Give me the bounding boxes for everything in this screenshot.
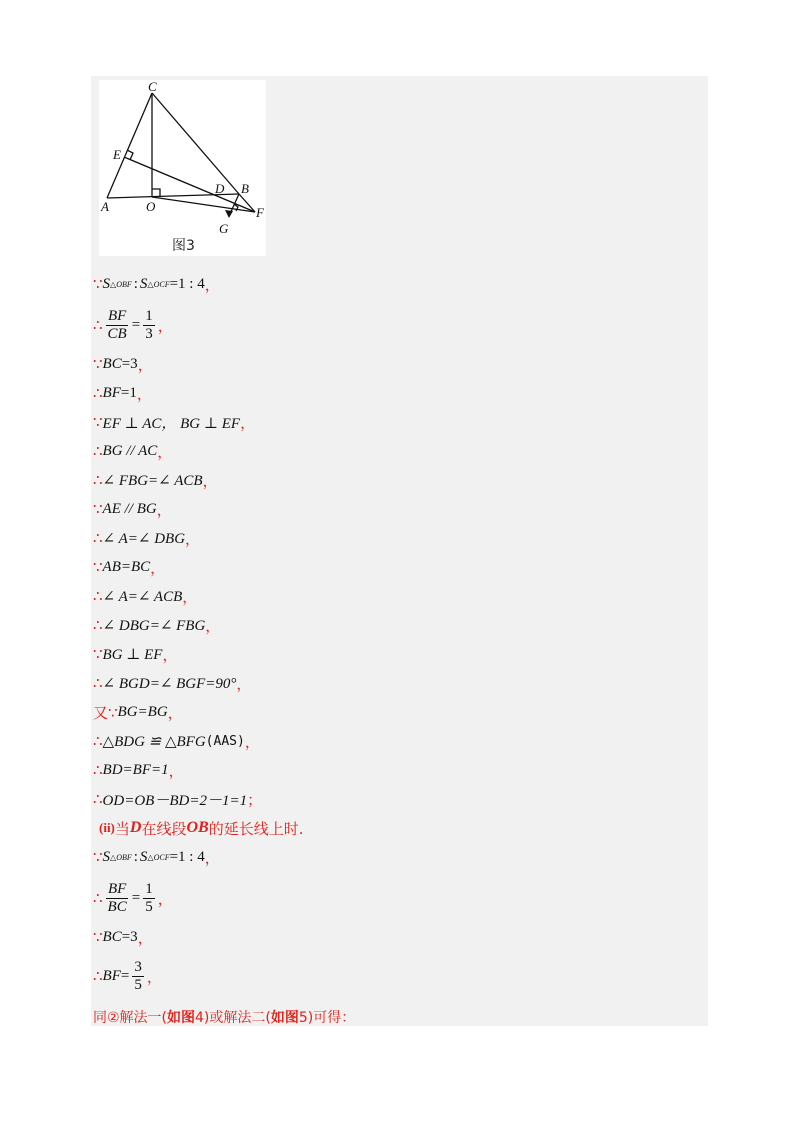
geometry-diagram [99, 80, 266, 256]
math-expr: =1 [120, 384, 137, 401]
ratio-colon: : [133, 848, 138, 865]
math-expr: BD=BF=1 [102, 761, 169, 778]
punct: ， [137, 930, 153, 947]
punct: ， [167, 705, 183, 722]
step-9 [93, 527, 200, 549]
text: 5)可得： [298, 1010, 356, 1026]
math-expr: BF [102, 967, 121, 984]
text: 同②解法一( [93, 1010, 168, 1026]
punct: ， [205, 618, 221, 635]
step-15 [93, 701, 183, 723]
figure-caption: 图3 [172, 238, 195, 254]
because-symbol: ∵ [93, 646, 103, 663]
punct: ， [137, 357, 153, 374]
math-expr: BC [102, 355, 122, 372]
area-subscript: △OCF [147, 852, 170, 862]
ratio-value: =1 : 4 [169, 848, 205, 865]
punct: ， [202, 473, 218, 490]
denominator: 3 [145, 325, 153, 342]
step-6 [93, 440, 172, 462]
area-subscript: △OCF [147, 279, 170, 289]
ratio-value: =1 : 4 [169, 275, 205, 292]
punct: ， [146, 969, 162, 986]
area-s: S [102, 848, 111, 865]
punct: ， [157, 318, 173, 335]
step-12 [93, 614, 220, 636]
label-D: D [215, 181, 225, 196]
math-expr: ∠ BGD=∠ BGF=90° [102, 675, 237, 692]
math-expr: AB=BC [102, 558, 151, 575]
step-18 [93, 788, 262, 810]
punct: ， [182, 589, 198, 606]
math-expr: △BDG ≌ △BFG [102, 733, 206, 750]
label-F: F [256, 205, 264, 220]
step-3 [93, 353, 153, 375]
segment-AC [107, 93, 152, 198]
because-symbol: 又∵ [93, 703, 118, 722]
fraction [106, 881, 129, 916]
heading-var: OB [186, 819, 209, 836]
step-13 [93, 643, 178, 665]
denominator: CB [107, 325, 127, 342]
step-2 [93, 305, 173, 345]
because-symbol: ∵ [93, 501, 103, 518]
therefore-symbol: ∴ [93, 791, 103, 808]
denominator: BC [107, 898, 127, 915]
congruence-reason: (AAS) [205, 733, 245, 749]
arrow-head [225, 210, 233, 218]
numerator: 1 [145, 880, 153, 897]
therefore-symbol: ∴ [93, 890, 103, 907]
heading-var: D [129, 819, 142, 836]
denominator: 5 [134, 976, 142, 993]
heading-text: 在线段 [141, 819, 187, 838]
case-label: (ii) [99, 820, 115, 835]
step-19 [93, 846, 220, 868]
punct: ， [168, 763, 184, 780]
therefore-symbol: ∴ [93, 530, 103, 547]
because-symbol: ∵ [93, 356, 103, 373]
math-expr: =3 [121, 928, 138, 945]
fraction [143, 308, 155, 343]
denominator: 5 [145, 898, 153, 915]
ratio-colon: : [133, 275, 138, 292]
step-5 [93, 411, 255, 433]
therefore-symbol: ∴ [93, 617, 103, 634]
label-B: B [241, 181, 249, 196]
label-A: A [101, 199, 109, 214]
numerator: 1 [145, 307, 153, 324]
punct: ； [247, 792, 263, 809]
label-G: G [219, 221, 229, 236]
math-expr: BG ⊥ EF [102, 646, 163, 663]
step-22 [93, 956, 162, 996]
step-14 [93, 672, 251, 694]
step-1 [93, 273, 220, 295]
therefore-symbol: ∴ [93, 733, 103, 750]
punct: ， [185, 531, 201, 548]
punct: ， [157, 444, 173, 461]
math-expr: BG // AC [102, 442, 158, 459]
math-expr: =3 [121, 355, 138, 372]
because-symbol: ∵ [93, 929, 103, 946]
area-subscript: △OBF [110, 852, 132, 862]
step-7 [93, 469, 218, 491]
punct: ， [236, 676, 252, 693]
therefore-symbol: ∴ [93, 762, 103, 779]
step-11 [93, 585, 197, 607]
math-expr: BF [102, 384, 121, 401]
math-expr: ∠ A=∠ DBG [102, 530, 186, 547]
figure-3 [99, 80, 266, 256]
segment-OF [152, 197, 255, 212]
punct: ， [150, 560, 166, 577]
math-expr: ∠ FBG=∠ ACB [102, 472, 203, 489]
because-symbol: ∵ [93, 276, 103, 293]
segment-CB [152, 93, 239, 194]
step-10 [93, 556, 165, 578]
heading-text: 的延长线上时. [208, 819, 304, 838]
therefore-symbol: ∴ [93, 385, 103, 402]
area-s: S [139, 848, 148, 865]
punct: ， [204, 850, 220, 867]
math-expr: AE // BG [102, 500, 157, 517]
area-s: S [139, 275, 148, 292]
punct: ， [157, 891, 173, 908]
case-ii-heading [93, 817, 304, 839]
fraction [143, 881, 155, 916]
step-4 [93, 382, 152, 404]
step-16 [93, 730, 260, 752]
numerator: BF [107, 307, 127, 324]
segment-EF [124, 157, 255, 212]
punct: ， [204, 277, 220, 294]
fraction [106, 308, 129, 343]
equals: = [131, 889, 141, 906]
step-17 [93, 759, 184, 781]
step-8 [93, 498, 172, 520]
punct: ， [156, 502, 172, 519]
label-E: E [113, 147, 121, 162]
because-symbol: ∵ [93, 414, 103, 431]
text: 4)或解法二( [195, 1010, 271, 1026]
punct: ， [136, 386, 152, 403]
math-expr: ∠ A=∠ ACB [102, 588, 183, 605]
text-bold: 如图 [270, 1010, 299, 1026]
numerator: BF [107, 880, 127, 897]
conclusion-line [93, 1006, 355, 1028]
heading-text: 当 [114, 819, 130, 838]
therefore-symbol: ∴ [93, 968, 103, 985]
math-expr: BG=BG [117, 703, 168, 720]
because-symbol: ∵ [93, 559, 103, 576]
step-20 [93, 878, 173, 918]
text-bold: 如图 [167, 1010, 196, 1026]
therefore-symbol: ∴ [93, 675, 103, 692]
punct: ， [240, 415, 256, 432]
because-symbol: ∵ [93, 849, 103, 866]
therefore-symbol: ∴ [93, 443, 103, 460]
math-expr: BC [102, 928, 122, 945]
equals: = [131, 316, 141, 333]
label-O: O [146, 199, 156, 214]
equals: = [120, 967, 130, 984]
punct: ， [162, 647, 178, 664]
therefore-symbol: ∴ [93, 588, 103, 605]
therefore-symbol: ∴ [93, 317, 103, 334]
step-21 [93, 926, 153, 948]
fraction [132, 959, 144, 994]
numerator: 3 [134, 958, 142, 975]
area-subscript: △OBF [110, 279, 132, 289]
math-expr: ∠ DBG=∠ FBG [102, 617, 206, 634]
area-s: S [102, 275, 111, 292]
label-C: C [148, 80, 157, 94]
therefore-symbol: ∴ [93, 472, 103, 489]
math-expr: EF ⊥ AC， BG ⊥ EF [102, 415, 241, 432]
punct: ， [244, 734, 260, 751]
math-expr: OD=OB－BD=2－1=1 [102, 792, 248, 809]
